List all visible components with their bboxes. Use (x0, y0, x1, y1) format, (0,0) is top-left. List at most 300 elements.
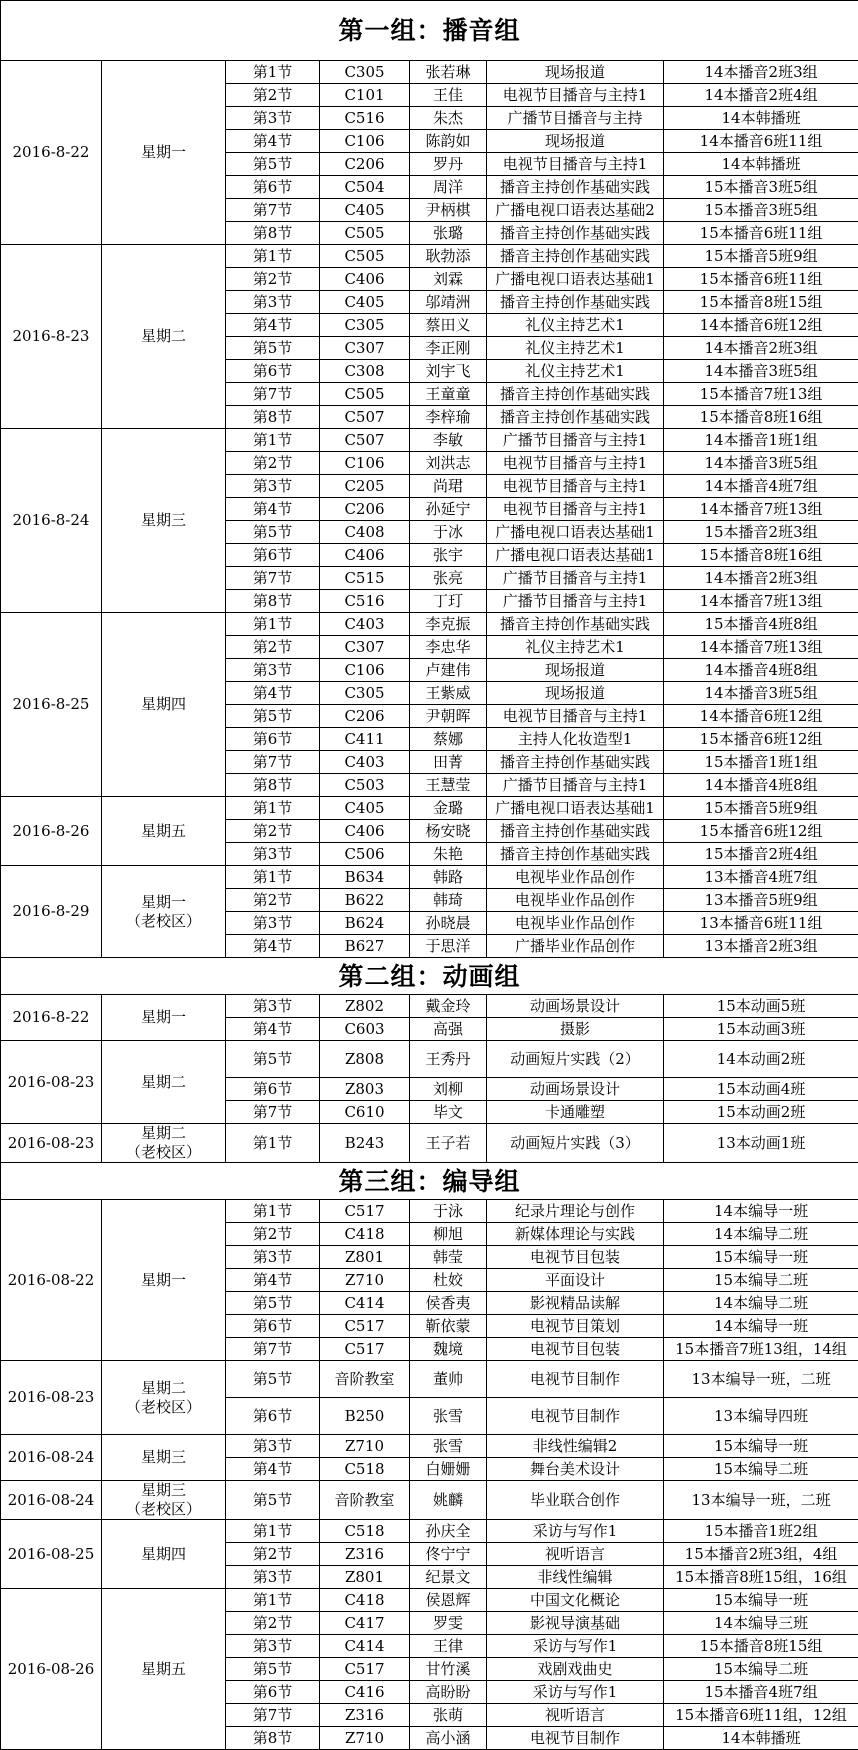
period-cell: 第1节 (226, 61, 320, 84)
class-cell: 14本编导三班 (664, 1612, 858, 1635)
class-cell: 15本播音4班8组 (664, 613, 858, 636)
date-cell: 2016-08-23 (1, 1041, 102, 1124)
course-cell: 戏剧戏曲史 (487, 1658, 664, 1681)
room-cell: C405 (320, 291, 410, 314)
period-cell: 第4节 (226, 1018, 320, 1041)
course-cell: 广播节目播音与主持1 (487, 567, 664, 590)
period-cell: 第7节 (226, 1101, 320, 1124)
class-cell: 14本播音4班7组 (664, 475, 858, 498)
course-cell: 新媒体理论与实践 (487, 1223, 664, 1246)
teacher-cell: 孙庆全 (410, 1520, 487, 1543)
course-cell: 现场报道 (487, 682, 664, 705)
class-cell: 13本播音6班11组 (664, 912, 858, 935)
group-title-row (1, 1, 858, 61)
teacher-cell: 佟宁宁 (410, 1543, 487, 1566)
course-cell: 电视节目制作 (487, 1398, 664, 1435)
course-cell: 礼仪主持艺术1 (487, 636, 664, 659)
room-cell: C106 (320, 452, 410, 475)
class-cell: 13本编导一班，二班 (664, 1361, 858, 1398)
room-cell: C504 (320, 176, 410, 199)
period-cell: 第6节 (226, 544, 320, 567)
course-cell: 动画场景设计 (487, 1078, 664, 1101)
class-cell: 15本播音2班4组 (664, 843, 858, 866)
group-title: 第一组：播音组 (1, 1, 858, 61)
room-cell: C206 (320, 705, 410, 728)
room-cell: Z710 (320, 1727, 410, 1750)
teacher-cell: 李克振 (410, 613, 487, 636)
teacher-cell: 张雪 (410, 1398, 487, 1435)
room-cell: Z808 (320, 1041, 410, 1078)
room-cell: C503 (320, 774, 410, 797)
teacher-cell: 卢建伟 (410, 659, 487, 682)
period-cell: 第1节 (226, 866, 320, 889)
class-cell: 14本播音7班13组 (664, 636, 858, 659)
period-cell: 第3节 (226, 1435, 320, 1458)
course-cell: 广播电视口语表达基础1 (487, 797, 664, 820)
period-cell: 第3节 (226, 659, 320, 682)
class-cell: 14本韩播班 (664, 153, 858, 176)
teacher-cell: 靳依蒙 (410, 1315, 487, 1338)
room-cell: C516 (320, 107, 410, 130)
course-cell: 礼仪主持艺术1 (487, 314, 664, 337)
class-cell: 14本编导一班 (664, 1200, 858, 1223)
course-cell: 舞台美术设计 (487, 1458, 664, 1481)
teacher-cell: 杜姣 (410, 1269, 487, 1292)
teacher-cell: 罗雯 (410, 1612, 487, 1635)
class-cell: 13本播音2班3组 (664, 935, 858, 958)
group-title-row (1, 958, 858, 995)
room-cell: C505 (320, 245, 410, 268)
room-cell: C418 (320, 1589, 410, 1612)
course-cell: 礼仪主持艺术1 (487, 360, 664, 383)
period-cell: 第6节 (226, 1078, 320, 1101)
period-cell: 第3节 (226, 1566, 320, 1589)
course-cell: 现场报道 (487, 130, 664, 153)
date-cell: 2016-8-25 (1, 613, 102, 797)
teacher-cell: 毕文 (410, 1101, 487, 1124)
teacher-cell: 侯香夷 (410, 1292, 487, 1315)
class-cell: 15本编导一班 (664, 1589, 858, 1612)
date-cell: 2016-08-24 (1, 1435, 102, 1481)
class-cell: 15本播音1班2组 (664, 1520, 858, 1543)
class-cell: 15本播音4班7组 (664, 1681, 858, 1704)
class-cell: 15本播音6班11组，12组 (664, 1704, 858, 1727)
weekday-cell: 星期一 (102, 61, 226, 245)
table-row (1, 429, 858, 452)
teacher-cell: 王律 (410, 1635, 487, 1658)
weekday-cell: 星期五 (102, 797, 226, 866)
teacher-cell: 张亮 (410, 567, 487, 590)
room-cell: C505 (320, 222, 410, 245)
course-cell: 电视节目播音与主持1 (487, 498, 664, 521)
teacher-cell: 朱艳 (410, 843, 487, 866)
class-cell: 15本播音8班15组 (664, 291, 858, 314)
course-cell: 采访与写作1 (487, 1635, 664, 1658)
class-cell: 15本动画3班 (664, 1018, 858, 1041)
teacher-cell: 魏境 (410, 1338, 487, 1361)
weekday-cell: 星期二 （老校区） (102, 1361, 226, 1435)
class-cell: 14本韩播班 (664, 1727, 858, 1750)
teacher-cell: 孙晓晨 (410, 912, 487, 935)
date-cell: 2016-08-22 (1, 1200, 102, 1361)
room-cell: C408 (320, 521, 410, 544)
date-cell: 2016-08-23 (1, 1361, 102, 1435)
period-cell: 第1节 (226, 1124, 320, 1163)
period-cell: 第7节 (226, 199, 320, 222)
date-cell: 2016-08-24 (1, 1481, 102, 1520)
course-cell: 电视节目播音与主持1 (487, 705, 664, 728)
date-cell: 2016-08-23 (1, 1124, 102, 1163)
course-cell: 动画短片实践（2） (487, 1041, 664, 1078)
period-cell: 第5节 (226, 705, 320, 728)
period-cell: 第6节 (226, 1398, 320, 1435)
course-cell: 平面设计 (487, 1269, 664, 1292)
room-cell: C307 (320, 636, 410, 659)
course-cell: 采访与写作1 (487, 1520, 664, 1543)
teacher-cell: 白姗姗 (410, 1458, 487, 1481)
period-cell: 第5节 (226, 337, 320, 360)
class-cell: 13本播音4班7组 (664, 866, 858, 889)
group-title-row (1, 1163, 858, 1200)
period-cell: 第6节 (226, 1315, 320, 1338)
room-cell: C414 (320, 1635, 410, 1658)
room-cell: B627 (320, 935, 410, 958)
room-cell: 音阶教室 (320, 1361, 410, 1398)
room-cell: C414 (320, 1292, 410, 1315)
teacher-cell: 韩路 (410, 866, 487, 889)
room-cell: Z316 (320, 1543, 410, 1566)
period-cell: 第4节 (226, 498, 320, 521)
course-cell: 电视节目播音与主持1 (487, 153, 664, 176)
course-cell: 播音主持创作基础实践 (487, 176, 664, 199)
period-cell: 第8节 (226, 774, 320, 797)
teacher-cell: 董帅 (410, 1361, 487, 1398)
period-cell: 第3节 (226, 843, 320, 866)
weekday-cell: 星期三 (102, 1435, 226, 1481)
period-cell: 第8节 (226, 590, 320, 613)
course-cell: 电视毕业作品创作 (487, 912, 664, 935)
date-cell: 2016-8-29 (1, 866, 102, 958)
teacher-cell: 孙延宁 (410, 498, 487, 521)
course-cell: 视听语言 (487, 1543, 664, 1566)
class-cell: 14本播音2班3组 (664, 337, 858, 360)
course-cell: 广播毕业作品创作 (487, 935, 664, 958)
room-cell: C405 (320, 797, 410, 820)
room-cell: B243 (320, 1124, 410, 1163)
course-cell: 电视节目包装 (487, 1246, 664, 1269)
course-cell: 广播节目播音与主持1 (487, 590, 664, 613)
teacher-cell: 王子若 (410, 1124, 487, 1163)
room-cell: C206 (320, 498, 410, 521)
period-cell: 第3节 (226, 912, 320, 935)
class-cell: 15本播音7班13组，14组 (664, 1338, 858, 1361)
class-cell: 15本动画2班 (664, 1101, 858, 1124)
class-cell: 14本播音7班13组 (664, 498, 858, 521)
teacher-cell: 耿勃添 (410, 245, 487, 268)
weekday-cell: 星期一 (102, 995, 226, 1041)
course-cell: 播音主持创作基础实践 (487, 222, 664, 245)
room-cell: C308 (320, 360, 410, 383)
room-cell: C405 (320, 199, 410, 222)
course-cell: 播音主持创作基础实践 (487, 843, 664, 866)
period-cell: 第4节 (226, 1269, 320, 1292)
weekday-cell: 星期五 (102, 1589, 226, 1750)
room-cell: Z801 (320, 1246, 410, 1269)
teacher-cell: 蔡娜 (410, 728, 487, 751)
room-cell: C305 (320, 61, 410, 84)
course-cell: 礼仪主持艺术1 (487, 337, 664, 360)
class-cell: 13本编导四班 (664, 1398, 858, 1435)
class-cell: 15本播音1班1组 (664, 751, 858, 774)
period-cell: 第1节 (226, 613, 320, 636)
period-cell: 第8节 (226, 406, 320, 429)
room-cell: 音阶教室 (320, 1481, 410, 1520)
class-cell: 15本播音8班15组，16组 (664, 1566, 858, 1589)
period-cell: 第4节 (226, 935, 320, 958)
period-cell: 第1节 (226, 797, 320, 820)
teacher-cell: 朱杰 (410, 107, 487, 130)
course-cell: 电视毕业作品创作 (487, 889, 664, 912)
period-cell: 第7节 (226, 1338, 320, 1361)
teacher-cell: 韩莹 (410, 1246, 487, 1269)
course-cell: 电视毕业作品创作 (487, 866, 664, 889)
period-cell: 第7节 (226, 567, 320, 590)
room-cell: Z801 (320, 1566, 410, 1589)
period-cell: 第7节 (226, 1704, 320, 1727)
table-row (1, 1520, 858, 1543)
weekday-cell: 星期四 (102, 613, 226, 797)
period-cell: 第5节 (226, 153, 320, 176)
period-cell: 第2节 (226, 452, 320, 475)
teacher-cell: 戴金玲 (410, 995, 487, 1018)
teacher-cell: 姚麟 (410, 1481, 487, 1520)
class-cell: 14本播音7班13组 (664, 590, 858, 613)
course-cell: 影视导演基础 (487, 1612, 664, 1635)
teacher-cell: 王紫威 (410, 682, 487, 705)
table-row (1, 1361, 858, 1398)
teacher-cell: 于冰 (410, 521, 487, 544)
class-cell: 15本播音6班12组 (664, 728, 858, 751)
class-cell: 14本播音3班5组 (664, 452, 858, 475)
teacher-cell: 高小涵 (410, 1727, 487, 1750)
course-cell: 广播节目播音与主持 (487, 107, 664, 130)
period-cell: 第4节 (226, 314, 320, 337)
table-row (1, 1589, 858, 1612)
class-cell: 14本播音2班3组 (664, 567, 858, 590)
course-cell: 现场报道 (487, 61, 664, 84)
period-cell: 第2节 (226, 84, 320, 107)
period-cell: 第3节 (226, 291, 320, 314)
course-cell: 播音主持创作基础实践 (487, 613, 664, 636)
class-cell: 15本播音8班16组 (664, 406, 858, 429)
period-cell: 第2节 (226, 1612, 320, 1635)
room-cell: C305 (320, 682, 410, 705)
room-cell: C505 (320, 383, 410, 406)
room-cell: C406 (320, 820, 410, 843)
room-cell: C506 (320, 843, 410, 866)
period-cell: 第2节 (226, 889, 320, 912)
table-row (1, 995, 858, 1018)
room-cell: C517 (320, 1338, 410, 1361)
teacher-cell: 尚珺 (410, 475, 487, 498)
course-cell: 广播电视口语表达基础1 (487, 521, 664, 544)
course-cell: 动画场景设计 (487, 995, 664, 1018)
teacher-cell: 蔡田义 (410, 314, 487, 337)
period-cell: 第6节 (226, 176, 320, 199)
period-cell: 第6节 (226, 360, 320, 383)
table-row (1, 1435, 858, 1458)
teacher-cell: 韩琦 (410, 889, 487, 912)
room-cell: C517 (320, 1315, 410, 1338)
room-cell: C416 (320, 1681, 410, 1704)
class-cell: 14本播音1班1组 (664, 429, 858, 452)
teacher-cell: 张若琳 (410, 61, 487, 84)
room-cell: C507 (320, 429, 410, 452)
weekday-cell: 星期三 (102, 429, 226, 613)
weekday-cell: 星期二 (102, 1041, 226, 1124)
course-cell: 电视节目播音与主持1 (487, 84, 664, 107)
class-cell: 15本播音8班16组 (664, 544, 858, 567)
room-cell: Z802 (320, 995, 410, 1018)
room-cell: C106 (320, 130, 410, 153)
room-cell: C406 (320, 268, 410, 291)
table-row (1, 1200, 858, 1223)
room-cell: C305 (320, 314, 410, 337)
room-cell: Z710 (320, 1269, 410, 1292)
date-cell: 2016-08-25 (1, 1520, 102, 1589)
date-cell: 2016-8-22 (1, 61, 102, 245)
period-cell: 第8节 (226, 222, 320, 245)
weekday-cell: 星期一 (102, 1200, 226, 1361)
class-cell: 14本播音6班12组 (664, 705, 858, 728)
period-cell: 第6节 (226, 728, 320, 751)
period-cell: 第3节 (226, 107, 320, 130)
period-cell: 第2节 (226, 1223, 320, 1246)
course-cell: 摄影 (487, 1018, 664, 1041)
room-cell: Z710 (320, 1435, 410, 1458)
teacher-cell: 于泳 (410, 1200, 487, 1223)
schedule-body (1, 1, 858, 1750)
room-cell: C307 (320, 337, 410, 360)
class-cell: 14本播音6班11组 (664, 130, 858, 153)
room-cell: Z316 (320, 1704, 410, 1727)
teacher-cell: 柳旭 (410, 1223, 487, 1246)
period-cell: 第3节 (226, 475, 320, 498)
table-row (1, 1481, 858, 1520)
table-row (1, 613, 858, 636)
room-cell: B624 (320, 912, 410, 935)
class-cell: 15本播音3班5组 (664, 199, 858, 222)
class-cell: 14本播音6班12组 (664, 314, 858, 337)
class-cell: 15本播音6班11组 (664, 268, 858, 291)
table-row (1, 866, 858, 889)
class-cell: 14本韩播班 (664, 107, 858, 130)
period-cell: 第2节 (226, 820, 320, 843)
course-cell: 播音主持创作基础实践 (487, 406, 664, 429)
teacher-cell: 尹柄棋 (410, 199, 487, 222)
course-cell: 采访与写作1 (487, 1681, 664, 1704)
class-cell: 15本动画4班 (664, 1078, 858, 1101)
period-cell: 第2节 (226, 1543, 320, 1566)
course-cell: 播音主持创作基础实践 (487, 245, 664, 268)
teacher-cell: 李梓瑜 (410, 406, 487, 429)
period-cell: 第3节 (226, 995, 320, 1018)
class-cell: 14本编导二班 (664, 1223, 858, 1246)
period-cell: 第1节 (226, 1589, 320, 1612)
room-cell: C417 (320, 1612, 410, 1635)
weekday-cell: 星期三 （老校区） (102, 1481, 226, 1520)
period-cell: 第5节 (226, 1361, 320, 1398)
class-cell: 15本播音5班9组 (664, 245, 858, 268)
course-cell: 电视节目制作 (487, 1727, 664, 1750)
teacher-cell: 王秀丹 (410, 1041, 487, 1078)
teacher-cell: 李忠华 (410, 636, 487, 659)
teacher-cell: 王童童 (410, 383, 487, 406)
class-cell: 14本播音2班3组 (664, 61, 858, 84)
course-cell: 电视节目包装 (487, 1338, 664, 1361)
group-title: 第三组：编导组 (1, 1163, 858, 1200)
class-cell: 15本编导二班 (664, 1269, 858, 1292)
teacher-cell: 刘柳 (410, 1078, 487, 1101)
room-cell: B634 (320, 866, 410, 889)
teacher-cell: 丁玎 (410, 590, 487, 613)
teacher-cell: 张雪 (410, 1435, 487, 1458)
course-cell: 广播电视口语表达基础1 (487, 268, 664, 291)
class-cell: 15本编导二班 (664, 1458, 858, 1481)
teacher-cell: 刘宇飞 (410, 360, 487, 383)
room-cell: C516 (320, 590, 410, 613)
class-cell: 13本编导一班，二班 (664, 1481, 858, 1520)
period-cell: 第7节 (226, 383, 320, 406)
class-cell: 13本播音5班9组 (664, 889, 858, 912)
period-cell: 第2节 (226, 636, 320, 659)
room-cell: C106 (320, 659, 410, 682)
course-cell: 非线性编辑 (487, 1566, 664, 1589)
teacher-cell: 纪景文 (410, 1566, 487, 1589)
course-cell: 播音主持创作基础实践 (487, 751, 664, 774)
course-cell: 广播节目播音与主持1 (487, 429, 664, 452)
teacher-cell: 罗丹 (410, 153, 487, 176)
teacher-cell: 杨安晓 (410, 820, 487, 843)
room-cell: C205 (320, 475, 410, 498)
period-cell: 第3节 (226, 1246, 320, 1269)
class-cell: 15本编导二班 (664, 1658, 858, 1681)
date-cell: 2016-8-22 (1, 995, 102, 1041)
period-cell: 第5节 (226, 1658, 320, 1681)
class-cell: 15本播音8班15组 (664, 1635, 858, 1658)
class-cell: 14本播音4班8组 (664, 774, 858, 797)
course-cell: 播音主持创作基础实践 (487, 383, 664, 406)
room-cell: B250 (320, 1398, 410, 1435)
date-cell: 2016-8-24 (1, 429, 102, 613)
teacher-cell: 王慧莹 (410, 774, 487, 797)
class-cell: 15本动画5班 (664, 995, 858, 1018)
room-cell: C517 (320, 1658, 410, 1681)
table-row (1, 245, 858, 268)
room-cell: C610 (320, 1101, 410, 1124)
class-cell: 15本播音7班13组 (664, 383, 858, 406)
period-cell: 第7节 (226, 751, 320, 774)
course-cell: 电视节目制作 (487, 1361, 664, 1398)
period-cell: 第4节 (226, 130, 320, 153)
course-cell: 纪录片理论与创作 (487, 1200, 664, 1223)
course-cell: 视听语言 (487, 1704, 664, 1727)
class-cell: 15本播音6班11组 (664, 222, 858, 245)
class-cell: 13本动画1班 (664, 1124, 858, 1163)
course-cell: 播音主持创作基础实践 (487, 291, 664, 314)
date-cell: 2016-8-23 (1, 245, 102, 429)
course-cell: 电视节目播音与主持1 (487, 452, 664, 475)
